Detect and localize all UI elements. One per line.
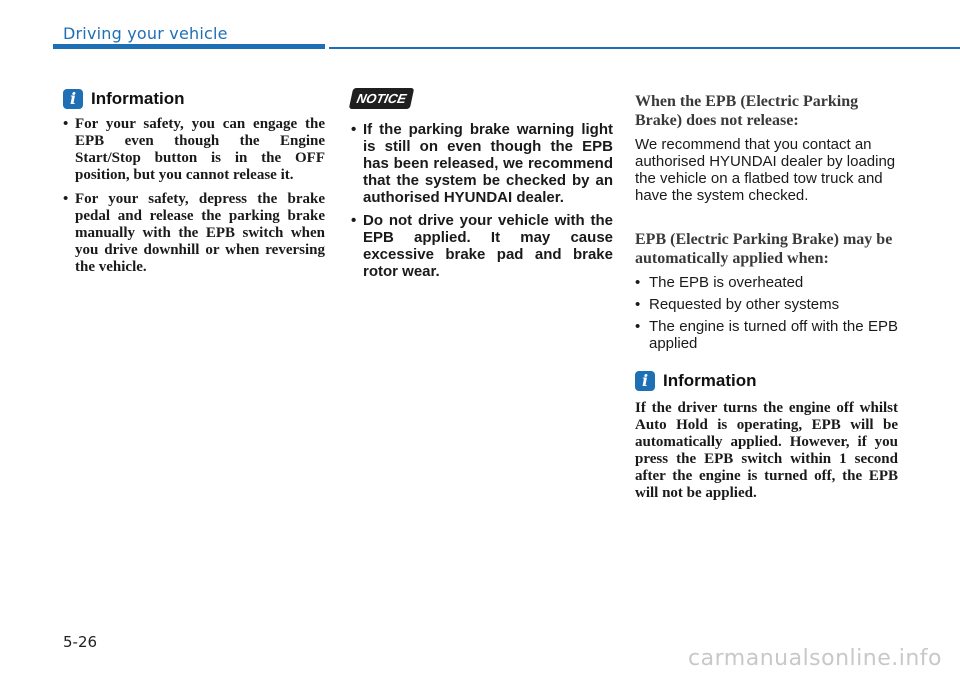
column-epb xyxy=(635,92,898,502)
list-item: • The EPB is overheated xyxy=(635,274,898,291)
page-number: 5-26 xyxy=(63,633,98,651)
header-bar xyxy=(53,44,325,49)
info-list xyxy=(63,116,325,276)
info-heading xyxy=(63,88,325,110)
header-title: Driving your vehicle xyxy=(63,24,228,43)
notice-badge: NOTICE xyxy=(349,88,415,109)
column-information xyxy=(63,88,325,283)
info-heading xyxy=(635,370,898,392)
section-heading: EPB (Electric Parking Brake) may be automatically applied when: xyxy=(635,231,893,267)
list-item: • Requested by other systems xyxy=(635,296,898,313)
column-notice xyxy=(351,88,613,286)
list-item: • For your safety, depress the brake pedal and release the parking brake manually with the EPB switch when you drive downhill or when reversing the vehicle. xyxy=(63,191,325,276)
list-item: • For your safety, you can engage the EPB even though the Engine Start/Stop button is in the OFF position, but you cannot release it. xyxy=(63,116,325,184)
info-icon: i xyxy=(635,371,655,391)
list-item: • Do not drive your vehicle with the EPB applied. It may cause excessive brake pad and brake rotor wear. xyxy=(351,212,613,280)
section-heading: When the EPB (Electric Parking Brake) does not release: xyxy=(635,93,859,129)
info-title: Information xyxy=(91,89,185,108)
info-icon: i xyxy=(63,89,83,109)
list-item: • If the parking brake warning light is still on even though the EPB has been released, we recommend that the system be checked by an authorised HYUNDAI dealer. xyxy=(351,121,613,206)
list-item: • The engine is turned off with the EPB applied xyxy=(635,318,898,352)
header-rule xyxy=(329,47,960,49)
notice-list xyxy=(351,121,613,280)
info-title: Information xyxy=(663,371,757,390)
info-paragraph: If the driver turns the engine off whilst Auto Hold is operating, EPB will be automatically applied. However, if you press the EPB switch within 1 second after the engine is turned off, the EPB will not be applied. xyxy=(635,400,898,501)
conditions-list xyxy=(635,274,898,352)
section-paragraph: We recommend that you contact an authorised HYUNDAI dealer by loading the vehicle on a flatbed tow truck and have the system checked. xyxy=(635,136,896,204)
watermark: carmanualsonline.info xyxy=(688,646,942,671)
